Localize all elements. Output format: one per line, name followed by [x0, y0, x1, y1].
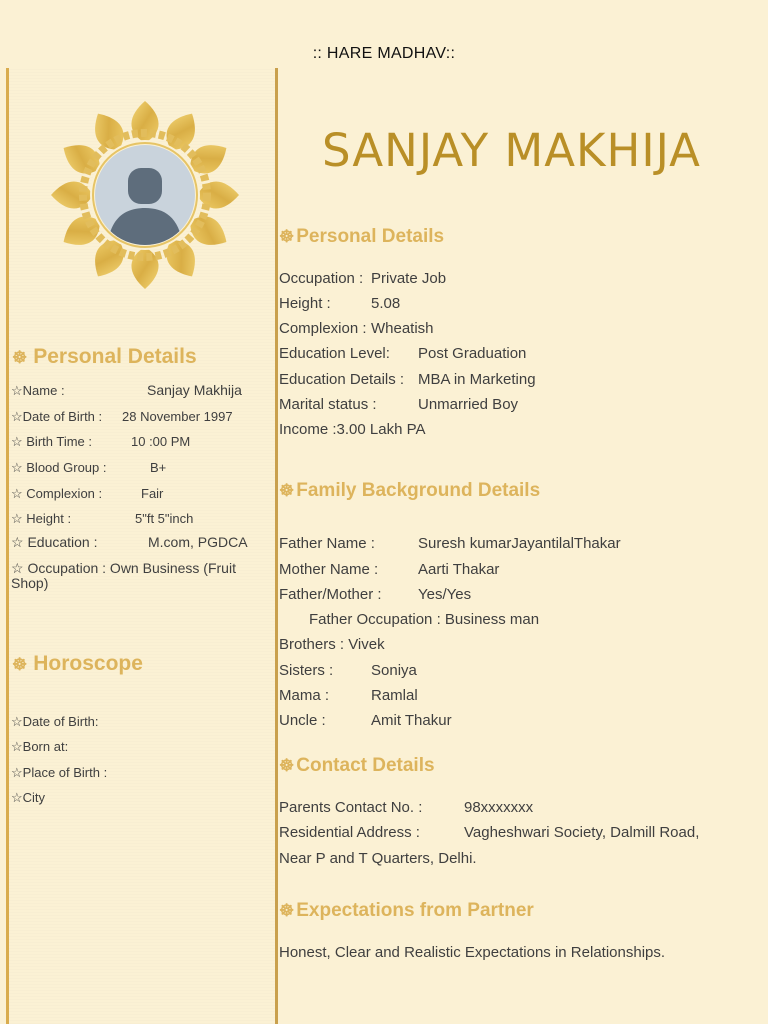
family-mother-name: Mother Name : Aarti Thakar	[279, 561, 500, 578]
detail-complexion: Complexion : Wheatish	[279, 320, 434, 337]
detail-education-level: Education Level: Post Graduation	[279, 345, 527, 362]
contact-residential-address: Residential Address : Vagheshwari Society, Dalmill Road,	[279, 824, 700, 841]
family-father-mother: Father/Mother : Yes/Yes	[279, 586, 472, 603]
left-detail-name: ☆Name : Sanjay Makhija	[11, 382, 242, 398]
detail-income: Income :3.00 Lakh PA	[279, 421, 426, 438]
contact-address-line2: Near P and T Quarters, Delhi.	[279, 850, 477, 867]
left-personal-details-heading: ☸ Personal Details	[12, 345, 197, 368]
family-background-heading: ☸ Family Background Details	[279, 480, 541, 501]
left-detail-height: ☆ Height : 5"ft 5"inch	[11, 511, 194, 526]
contact-details-heading: ☸ Contact Details	[279, 755, 435, 776]
wheel-icon: ☸	[279, 227, 295, 246]
horoscope-dob: ☆Date of Birth:	[11, 714, 99, 729]
left-detail-blood-group: ☆ Blood Group : B+	[11, 460, 167, 475]
detail-education-details: Education Details : MBA in Marketing	[279, 371, 536, 388]
profile-name: SANJAY MAKHIJA	[322, 124, 701, 177]
expectations-text: Honest, Clear and Realistic Expectations in Relationships.	[279, 944, 666, 961]
wheel-icon: ☸	[12, 655, 28, 674]
detail-height: Height : 5.08	[279, 295, 401, 312]
wheel-icon: ☸	[12, 348, 28, 367]
wheel-icon: ☸	[279, 756, 295, 775]
horoscope-heading: ☸ Horoscope	[12, 652, 143, 675]
left-detail-birth-time: ☆ Birth Time : 10 :00 PM	[11, 434, 191, 449]
wheel-icon: ☸	[279, 481, 295, 500]
family-father-occupation: Father Occupation : Business man	[309, 611, 540, 628]
horoscope-born-at: ☆Born at:	[11, 739, 69, 754]
left-detail-complexion: ☆ Complexion : Fair	[11, 486, 164, 501]
expectations-heading: ☸ Expectations from Partner	[279, 900, 534, 921]
detail-occupation: Occupation : Private Job	[279, 270, 447, 287]
family-father-name: Father Name : Suresh kumarJayantilalThakar	[279, 535, 621, 552]
horoscope-place-of-birth: ☆Place of Birth :	[11, 765, 108, 780]
horoscope-city: ☆City	[11, 790, 46, 805]
wheel-icon: ☸	[279, 901, 295, 920]
family-brothers: Brothers : Vivek	[279, 636, 385, 653]
family-uncle: Uncle : Amit Thakur	[279, 712, 452, 729]
right-personal-details-heading: ☸ Personal Details	[279, 226, 445, 247]
left-detail-education: ☆ Education : M.com, PGDCA	[11, 534, 248, 550]
left-detail-occupation: ☆ Occupation : Own Business (Fruit Shop)	[11, 560, 236, 591]
detail-marital-status: Marital status : Unmarried Boy	[279, 396, 519, 413]
family-mama: Mama : Ramlal	[279, 687, 418, 704]
family-sisters: Sisters : Soniya	[279, 662, 417, 679]
contact-parents-number: Parents Contact No. : 98xxxxxxx	[279, 799, 534, 816]
mandala-frame-icon	[45, 100, 245, 290]
blessing-header: :: HARE MADHAV::	[312, 45, 456, 62]
left-detail-dob: ☆Date of Birth : 28 November 1997	[11, 409, 233, 424]
